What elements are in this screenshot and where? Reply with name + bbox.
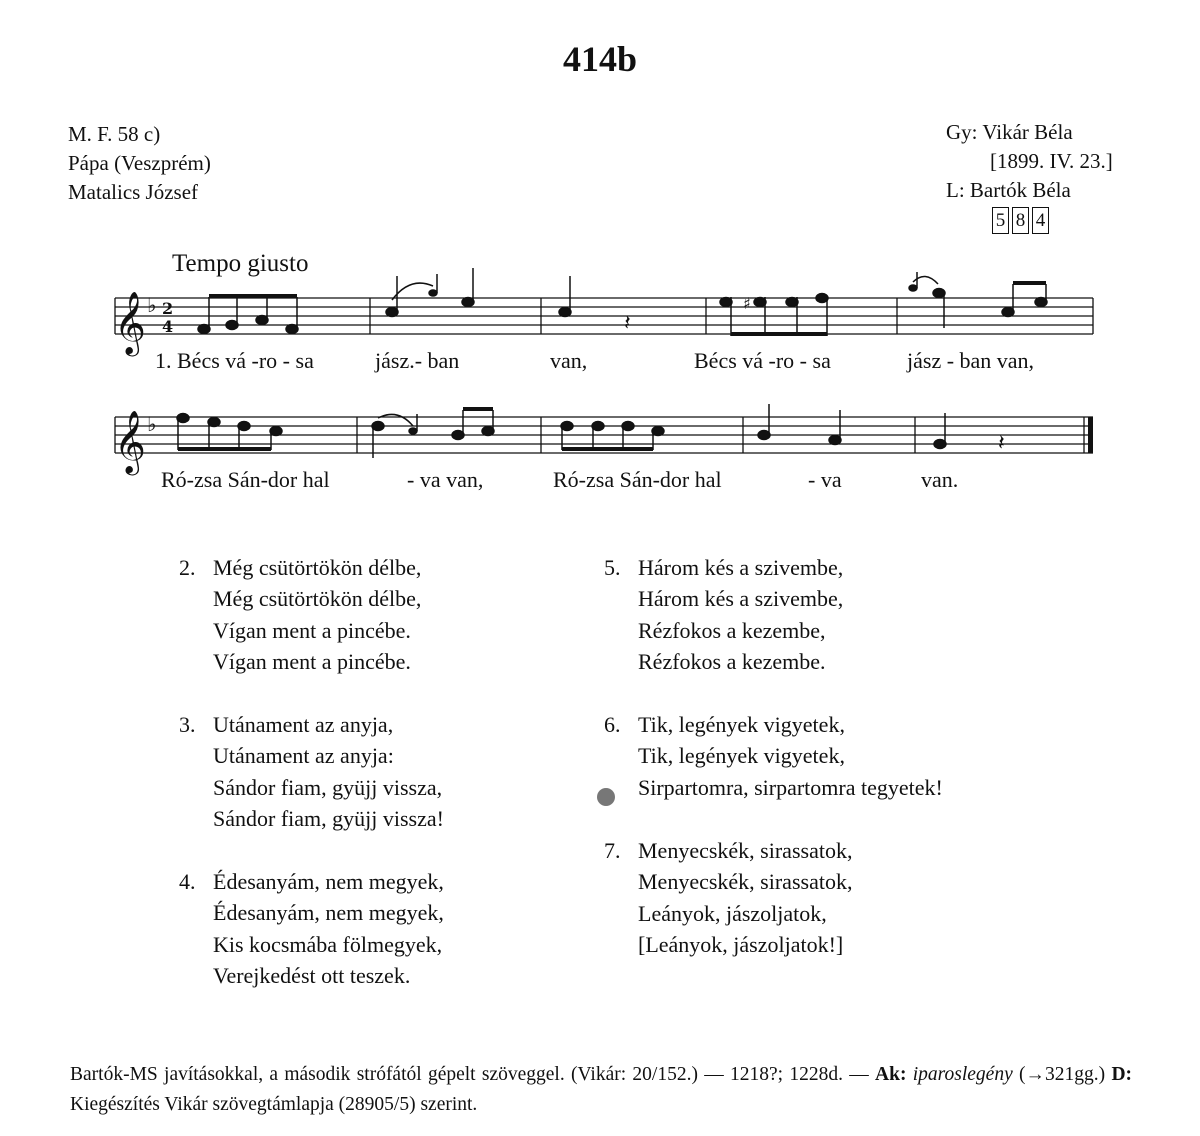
verse-line: Utánament az anyja: [213, 743, 394, 769]
svg-text:𝄽: 𝄽 [624, 311, 631, 336]
stanza-4 [179, 866, 559, 996]
music-score [0, 0, 1200, 520]
stanza-3 [179, 709, 559, 839]
svg-text:𝄽: 𝄽 [998, 431, 1005, 456]
source-place: Pápa (Veszprém) [68, 151, 211, 175]
verse-line: Tik, legények vigyetek, [638, 743, 845, 769]
lyric-syllables: Ró-zsa Sán-dor hal [161, 467, 330, 492]
footnote-ak-label: Ak: [875, 1064, 907, 1085]
verse-line: Édesanyám, nem megyek, [213, 869, 444, 894]
verse-line: Sándor fiam, gyüjj vissza! [213, 806, 444, 832]
flat-icon: ♭ [147, 412, 157, 436]
collection-date: [1899. IV. 23.] [990, 149, 1113, 173]
verse-line: Menyecskék, sirassatok, [638, 869, 853, 895]
stanza-number: 6. [604, 712, 621, 737]
class-box: 5 [992, 207, 1009, 234]
verse-line: Utánament az anyja, [213, 712, 394, 737]
footnote-d-label: D: [1111, 1064, 1133, 1085]
verse-line: Vígan ment a pincébe. [213, 617, 411, 643]
footnote-reference: (→321gg.) [1019, 1064, 1106, 1085]
verse-line: [Leányok, jászoljatok!] [638, 932, 844, 958]
footnote-ak-value: iparoslegény [912, 1064, 1013, 1085]
stanza-number: 3. [179, 712, 196, 737]
verse-line: Édesanyám, nem megyek, [213, 900, 444, 926]
verse-line: Tik, legények vigyetek, [638, 712, 845, 737]
verse-line: Még csütörtökön délbe, [213, 586, 422, 612]
lyric-syllables: - va [808, 467, 842, 492]
collector: Gy: Vikár Béla [946, 120, 1073, 144]
class-box: 4 [1032, 207, 1049, 234]
stanza-7 [604, 835, 1064, 965]
lyric-syllables: van. [921, 467, 959, 492]
verse-line: Még csütörtökön délbe, [213, 555, 422, 580]
svg-text:♯: ♯ [743, 294, 751, 313]
verse-line: Rézfokos a kezembe. [638, 649, 826, 675]
lyric-syllables: jász.- ban [375, 348, 460, 373]
treble-clef-icon: 𝄞 [114, 410, 146, 473]
verse-line: Vígan ment a pincébe. [213, 649, 411, 675]
verse-line: Sándor fiam, gyüjj vissza, [213, 774, 443, 800]
stanza-number: 2. [179, 555, 196, 580]
stanza-6 [604, 709, 1064, 809]
final-barline [1088, 417, 1093, 453]
notes-line-2 [177, 404, 1005, 458]
stanza-number: 7. [604, 838, 621, 863]
transcriber: L: Bartók Béla [946, 178, 1071, 202]
verse-line: Három kés a szivembe, [638, 586, 844, 612]
treble-clef-icon: 𝄞 [114, 291, 146, 354]
verse-line: Menyecskék, sirassatok, [638, 838, 853, 863]
lyric-syllables: Ró-zsa Sán-dor hal [553, 467, 722, 492]
tempo-marking: Tempo giusto [172, 250, 309, 277]
notes-line-1 [198, 268, 1047, 336]
footnote-d-text: Kiegészítés Vikár szövegtámlapja (28905/5) szerint. [70, 1094, 478, 1115]
stanza-2 [179, 552, 559, 682]
time-signature-top: 2 [162, 299, 174, 318]
verse-line: Verejkedést ott teszek. [213, 963, 411, 989]
stanza-number: 5. [604, 555, 621, 580]
lyric-syllables: - va van, [407, 467, 484, 492]
lyric-syllables: 1. Bécs vá -ro - sa [155, 348, 314, 373]
footnote [70, 1060, 1132, 1120]
song-number-title: 414b [562, 39, 638, 79]
lyric-syllables: jász - ban van, [907, 348, 1035, 373]
lyric-syllables: Bécs vá -ro - sa [694, 348, 831, 373]
verse-line: Leányok, jászoljatok, [638, 900, 827, 926]
verse-line: Három kés a szivembe, [638, 555, 844, 580]
stanza-5 [604, 552, 1064, 682]
stanza-number: 4. [179, 869, 196, 894]
class-box: 8 [1012, 207, 1029, 234]
lyric-syllables: van, [550, 348, 588, 373]
time-signature-bottom: 4 [162, 317, 174, 336]
verse-line: Kis kocsmába fölmegyek, [213, 931, 443, 957]
flat-icon: ♭ [147, 293, 157, 317]
verse-line: Rézfokos a kezembe, [638, 617, 826, 643]
source-singer: Matalics József [68, 180, 199, 204]
verse-line: Sirpartomra, sirpartomra tegyetek! [638, 774, 943, 800]
source-code: M. F. 58 c) [68, 122, 161, 146]
ink-spot [597, 788, 615, 806]
footnote-text: Bartók-MS javításokkal, a második strófától gépelt szöveggel. (Vikár: 20/152.) — 1218?; 1228d. — [70, 1064, 869, 1085]
